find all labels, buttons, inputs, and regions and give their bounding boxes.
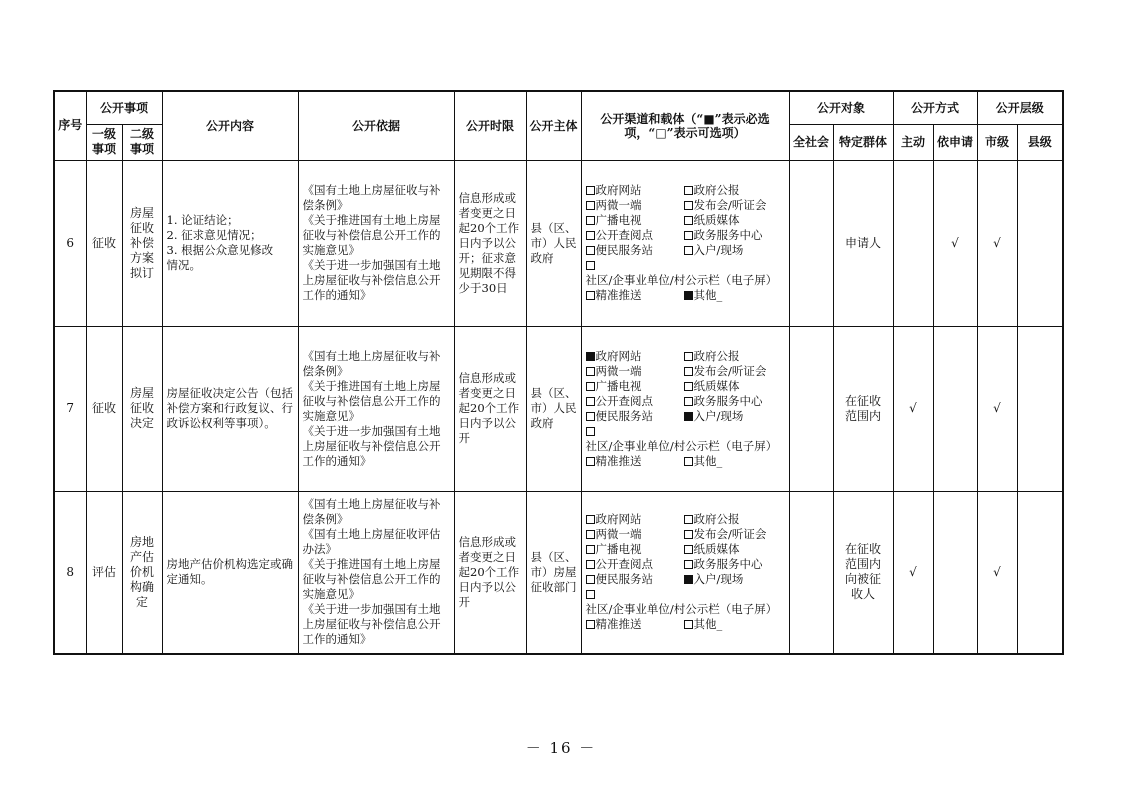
audience-specific: 在征收范围内向被征收人 — [833, 491, 893, 654]
header-level1: 一级事项 — [86, 124, 122, 160]
channel-option — [684, 243, 785, 258]
table-row — [54, 326, 1063, 491]
channel-option — [684, 557, 785, 572]
level-county — [1017, 326, 1063, 491]
unchecked-box-icon — [586, 620, 595, 629]
disclosure-basis — [298, 491, 454, 654]
unchecked-box-icon — [684, 246, 693, 255]
channel-option — [684, 364, 785, 379]
level1-item: 征收 — [86, 326, 122, 491]
channel-option — [684, 394, 785, 409]
channel-option — [684, 198, 785, 213]
channel-option — [684, 183, 785, 198]
method-request — [933, 326, 977, 491]
disclosure-subject: 县（区、市）人民政府 — [526, 160, 581, 326]
disclosure-subject: 县（区、市）房屋征收部门 — [526, 491, 581, 654]
level1-item: 评估 — [86, 491, 122, 654]
channel-label: 便民服务站 — [595, 408, 653, 423]
audience-all — [789, 491, 833, 654]
channel-option — [684, 228, 785, 243]
channel-label: 发布会/听证会 — [693, 363, 767, 378]
disclosure-content: 1. 论证结论； 2. 征求意见情况； 3. 根据公众意见修改 情况。 — [162, 160, 298, 326]
unchecked-box-icon — [684, 560, 693, 569]
unchecked-box-icon — [684, 545, 693, 554]
header-level-county: 县级 — [1017, 124, 1063, 160]
unchecked-box-icon — [586, 530, 595, 539]
method-request: √ — [933, 160, 977, 326]
channel-label: 入户/现场 — [693, 572, 744, 587]
header-time: 公开时限 — [454, 91, 526, 160]
header-content: 公开内容 — [162, 91, 298, 160]
basis-item: 《关于推进国有土地上房屋征收与补偿信息公开工作的实施意见》 — [302, 213, 441, 257]
page-number: － 16 － — [525, 739, 597, 757]
channel-label: 两微一端 — [595, 363, 642, 378]
method-active: √ — [893, 491, 933, 654]
basis-item: 《关于进一步加强国有土地上房屋征收与补偿信息公开工作的通知》 — [302, 602, 441, 647]
channel-option — [586, 228, 684, 243]
unchecked-box-icon — [684, 515, 693, 524]
channel-option — [586, 527, 684, 542]
level2-item: 房屋征收补偿方案拟订 — [122, 160, 162, 326]
channel-option — [586, 424, 785, 454]
channel-label: 社区/企事业单位/村公示栏（电子屏） — [585, 273, 778, 287]
channel-label: 便民服务站 — [595, 243, 653, 257]
channel-option — [586, 183, 684, 198]
unchecked-box-icon — [586, 457, 595, 466]
unchecked-box-icon — [586, 216, 595, 225]
basis-item: 《关于推进国有土地上房屋征收与补偿信息公开工作的实施意见》 — [302, 378, 441, 423]
channel-label: 精准推送 — [595, 288, 642, 302]
basis-item: 《关于进一步加强国有土地上房屋征收与补偿信息公开工作的通知》 — [302, 258, 441, 302]
channel-label: 两微一端 — [595, 527, 642, 542]
unchecked-box-icon — [586, 412, 595, 421]
channel-label: 发布会/听证会 — [693, 198, 767, 212]
unchecked-box-icon — [586, 246, 595, 255]
channel-option — [684, 542, 785, 557]
level2-item: 房地产估价机构确定 — [122, 491, 162, 654]
channel-option — [684, 409, 785, 424]
disclosure-content: 房屋征收决定公告（包括补偿方案和行政复议、行政诉讼权利等事项）。 — [162, 326, 298, 491]
channel-label: 广播电视 — [595, 213, 642, 227]
header-method-active: 主动 — [893, 124, 933, 160]
channel-label: 政府公报 — [693, 183, 740, 197]
channel-label: 政府网站 — [595, 183, 642, 197]
unchecked-box-icon — [586, 367, 595, 376]
channel-label: 公开查阅点 — [595, 393, 653, 408]
header-item-group: 公开事项 — [86, 91, 162, 124]
channel-option — [586, 213, 684, 228]
unchecked-box-icon — [586, 201, 595, 210]
unchecked-box-icon — [586, 590, 595, 599]
table-row — [54, 491, 1063, 654]
basis-item: 《国有土地上房屋征收与补偿条例》 — [302, 497, 441, 527]
unchecked-box-icon — [684, 216, 693, 225]
disclosure-channels — [581, 160, 789, 326]
channel-option — [684, 527, 785, 542]
channel-label: 社区/企事业单位/村公示栏（电子屏） — [585, 602, 778, 617]
channel-label: 政务服务中心 — [693, 393, 763, 408]
channel-label: 其他_ — [693, 453, 723, 468]
table-row — [54, 160, 1063, 326]
unchecked-box-icon — [684, 352, 693, 361]
header-no: 序号 — [54, 91, 86, 160]
channel-option — [586, 557, 684, 572]
channel-label: 公开查阅点 — [595, 557, 653, 572]
row-number: 7 — [54, 326, 86, 491]
header-method: 公开方式 — [893, 91, 977, 124]
channel-option — [684, 379, 785, 394]
disclosure-channels — [581, 491, 789, 654]
channel-label: 政府公报 — [693, 512, 740, 527]
level-city: √ — [977, 491, 1017, 654]
channel-option — [586, 409, 684, 424]
channel-label: 入户/现场 — [693, 243, 744, 257]
channel-label: 政府公报 — [693, 348, 740, 363]
channel-label: 政务服务中心 — [693, 557, 763, 572]
channel-label: 纸质媒体 — [693, 542, 740, 557]
channel-option — [586, 349, 684, 364]
level1-item: 征收 — [86, 160, 122, 326]
header-level: 公开层级 — [977, 91, 1063, 124]
unchecked-box-icon — [586, 560, 595, 569]
header-level2: 二级事项 — [122, 124, 162, 160]
checked-box-icon — [684, 412, 693, 421]
channel-label: 便民服务站 — [595, 572, 653, 587]
channel-label: 政府网站 — [595, 348, 642, 363]
unchecked-box-icon — [684, 201, 693, 210]
channel-option — [586, 572, 684, 587]
unchecked-box-icon — [586, 261, 595, 270]
audience-specific: 申请人 — [833, 160, 893, 326]
channel-option — [586, 243, 684, 258]
checked-box-icon — [586, 352, 595, 361]
disclosure-channels — [581, 326, 789, 491]
unchecked-box-icon — [586, 231, 595, 240]
table-body — [54, 160, 1063, 654]
unchecked-box-icon — [684, 457, 693, 466]
channel-option — [586, 364, 684, 379]
header-basis: 公开依据 — [298, 91, 454, 160]
basis-item: 《国有土地上房屋征收评估办法》 — [302, 527, 441, 557]
audience-specific: 在征收范围内 — [833, 326, 893, 491]
channel-label: 精准推送 — [595, 617, 642, 632]
channel-option — [586, 617, 684, 632]
method-active: √ — [893, 326, 933, 491]
channel-label: 广播电视 — [595, 542, 642, 557]
channel-option — [684, 454, 785, 469]
unchecked-box-icon — [586, 427, 595, 436]
unchecked-box-icon — [684, 530, 693, 539]
channel-label: 公开查阅点 — [595, 228, 653, 242]
disclosure-time: 信息形成或者变更之日起20个工作日内予以公开 — [454, 326, 526, 491]
unchecked-box-icon — [586, 186, 595, 195]
unchecked-box-icon — [684, 620, 693, 629]
channel-label: 其他_ — [693, 617, 723, 632]
row-number: 6 — [54, 160, 86, 326]
level-city: √ — [977, 326, 1017, 491]
channel-label: 社区/企事业单位/村公示栏（电子屏） — [585, 438, 778, 453]
channel-label: 其他_ — [693, 288, 723, 302]
channel-label: 两微一端 — [595, 198, 642, 212]
method-active — [893, 160, 933, 326]
disclosure-content: 房地产估价机构选定或确定通知。 — [162, 491, 298, 654]
basis-item: 《关于推进国有土地上房屋征收与补偿信息公开工作的实施意见》 — [302, 557, 441, 602]
channel-label: 纸质媒体 — [693, 378, 740, 393]
header-channels: 公开渠道和载体（“■”表示必选项，“□”表示可选项） — [581, 91, 789, 160]
channel-label: 入户/现场 — [693, 408, 744, 423]
channel-option — [586, 394, 684, 409]
header-audience-all: 全社会 — [789, 124, 833, 160]
channel-option — [586, 512, 684, 527]
basis-item: 《关于进一步加强国有土地上房屋征收与补偿信息公开工作的通知》 — [302, 423, 441, 468]
channel-label: 发布会/听证会 — [693, 527, 767, 542]
channel-option — [586, 587, 785, 617]
header-subject: 公开主体 — [526, 91, 581, 160]
disclosure-subject: 县（区、市）人民政府 — [526, 326, 581, 491]
channel-label: 政务服务中心 — [693, 228, 763, 242]
audience-all — [789, 160, 833, 326]
method-request — [933, 491, 977, 654]
channel-option — [684, 617, 785, 632]
unchecked-box-icon — [684, 382, 693, 391]
header-level-city: 市级 — [977, 124, 1017, 160]
checked-box-icon — [684, 575, 693, 584]
unchecked-box-icon — [586, 382, 595, 391]
basis-item: 《国有土地上房屋征收与补偿条例》 — [302, 348, 441, 378]
level-county — [1017, 160, 1063, 326]
row-number: 8 — [54, 491, 86, 654]
disclosure-table — [53, 90, 1064, 655]
disclosure-time: 信息形成或者变更之日起20个工作日内予以公开 — [454, 491, 526, 654]
unchecked-box-icon — [684, 397, 693, 406]
header-method-request: 依申请 — [933, 124, 977, 160]
channel-option — [684, 349, 785, 364]
level-county — [1017, 491, 1063, 654]
disclosure-time: 信息形成或者变更之日起20个工作日内予以公开；征求意见期限不得少于30日 — [454, 160, 526, 326]
channel-option — [586, 542, 684, 557]
level-city: √ — [977, 160, 1017, 326]
channel-option — [684, 572, 785, 587]
header-audience: 公开对象 — [789, 91, 893, 124]
channel-option — [684, 288, 785, 303]
channel-option — [586, 198, 684, 213]
channel-option — [684, 213, 785, 228]
channel-option — [586, 379, 684, 394]
unchecked-box-icon — [684, 186, 693, 195]
unchecked-box-icon — [586, 291, 595, 300]
disclosure-basis — [298, 326, 454, 491]
channel-option — [586, 258, 785, 288]
checked-box-icon — [684, 291, 693, 300]
channel-option — [586, 288, 684, 303]
unchecked-box-icon — [586, 545, 595, 554]
channel-label: 广播电视 — [595, 378, 642, 393]
channel-option — [586, 454, 684, 469]
channel-label: 纸质媒体 — [693, 213, 740, 227]
unchecked-box-icon — [586, 397, 595, 406]
channel-option — [684, 512, 785, 527]
unchecked-box-icon — [586, 515, 595, 524]
unchecked-box-icon — [684, 231, 693, 240]
level2-item: 房屋征收决定 — [122, 326, 162, 491]
header-audience-specific: 特定群体 — [833, 124, 893, 160]
channel-label: 政府网站 — [595, 512, 642, 527]
unchecked-box-icon — [684, 367, 693, 376]
basis-item: 《国有土地上房屋征收与补偿条例》 — [302, 183, 441, 212]
unchecked-box-icon — [586, 575, 595, 584]
audience-all — [789, 326, 833, 491]
channel-label: 精准推送 — [595, 453, 642, 468]
disclosure-basis — [298, 160, 454, 326]
